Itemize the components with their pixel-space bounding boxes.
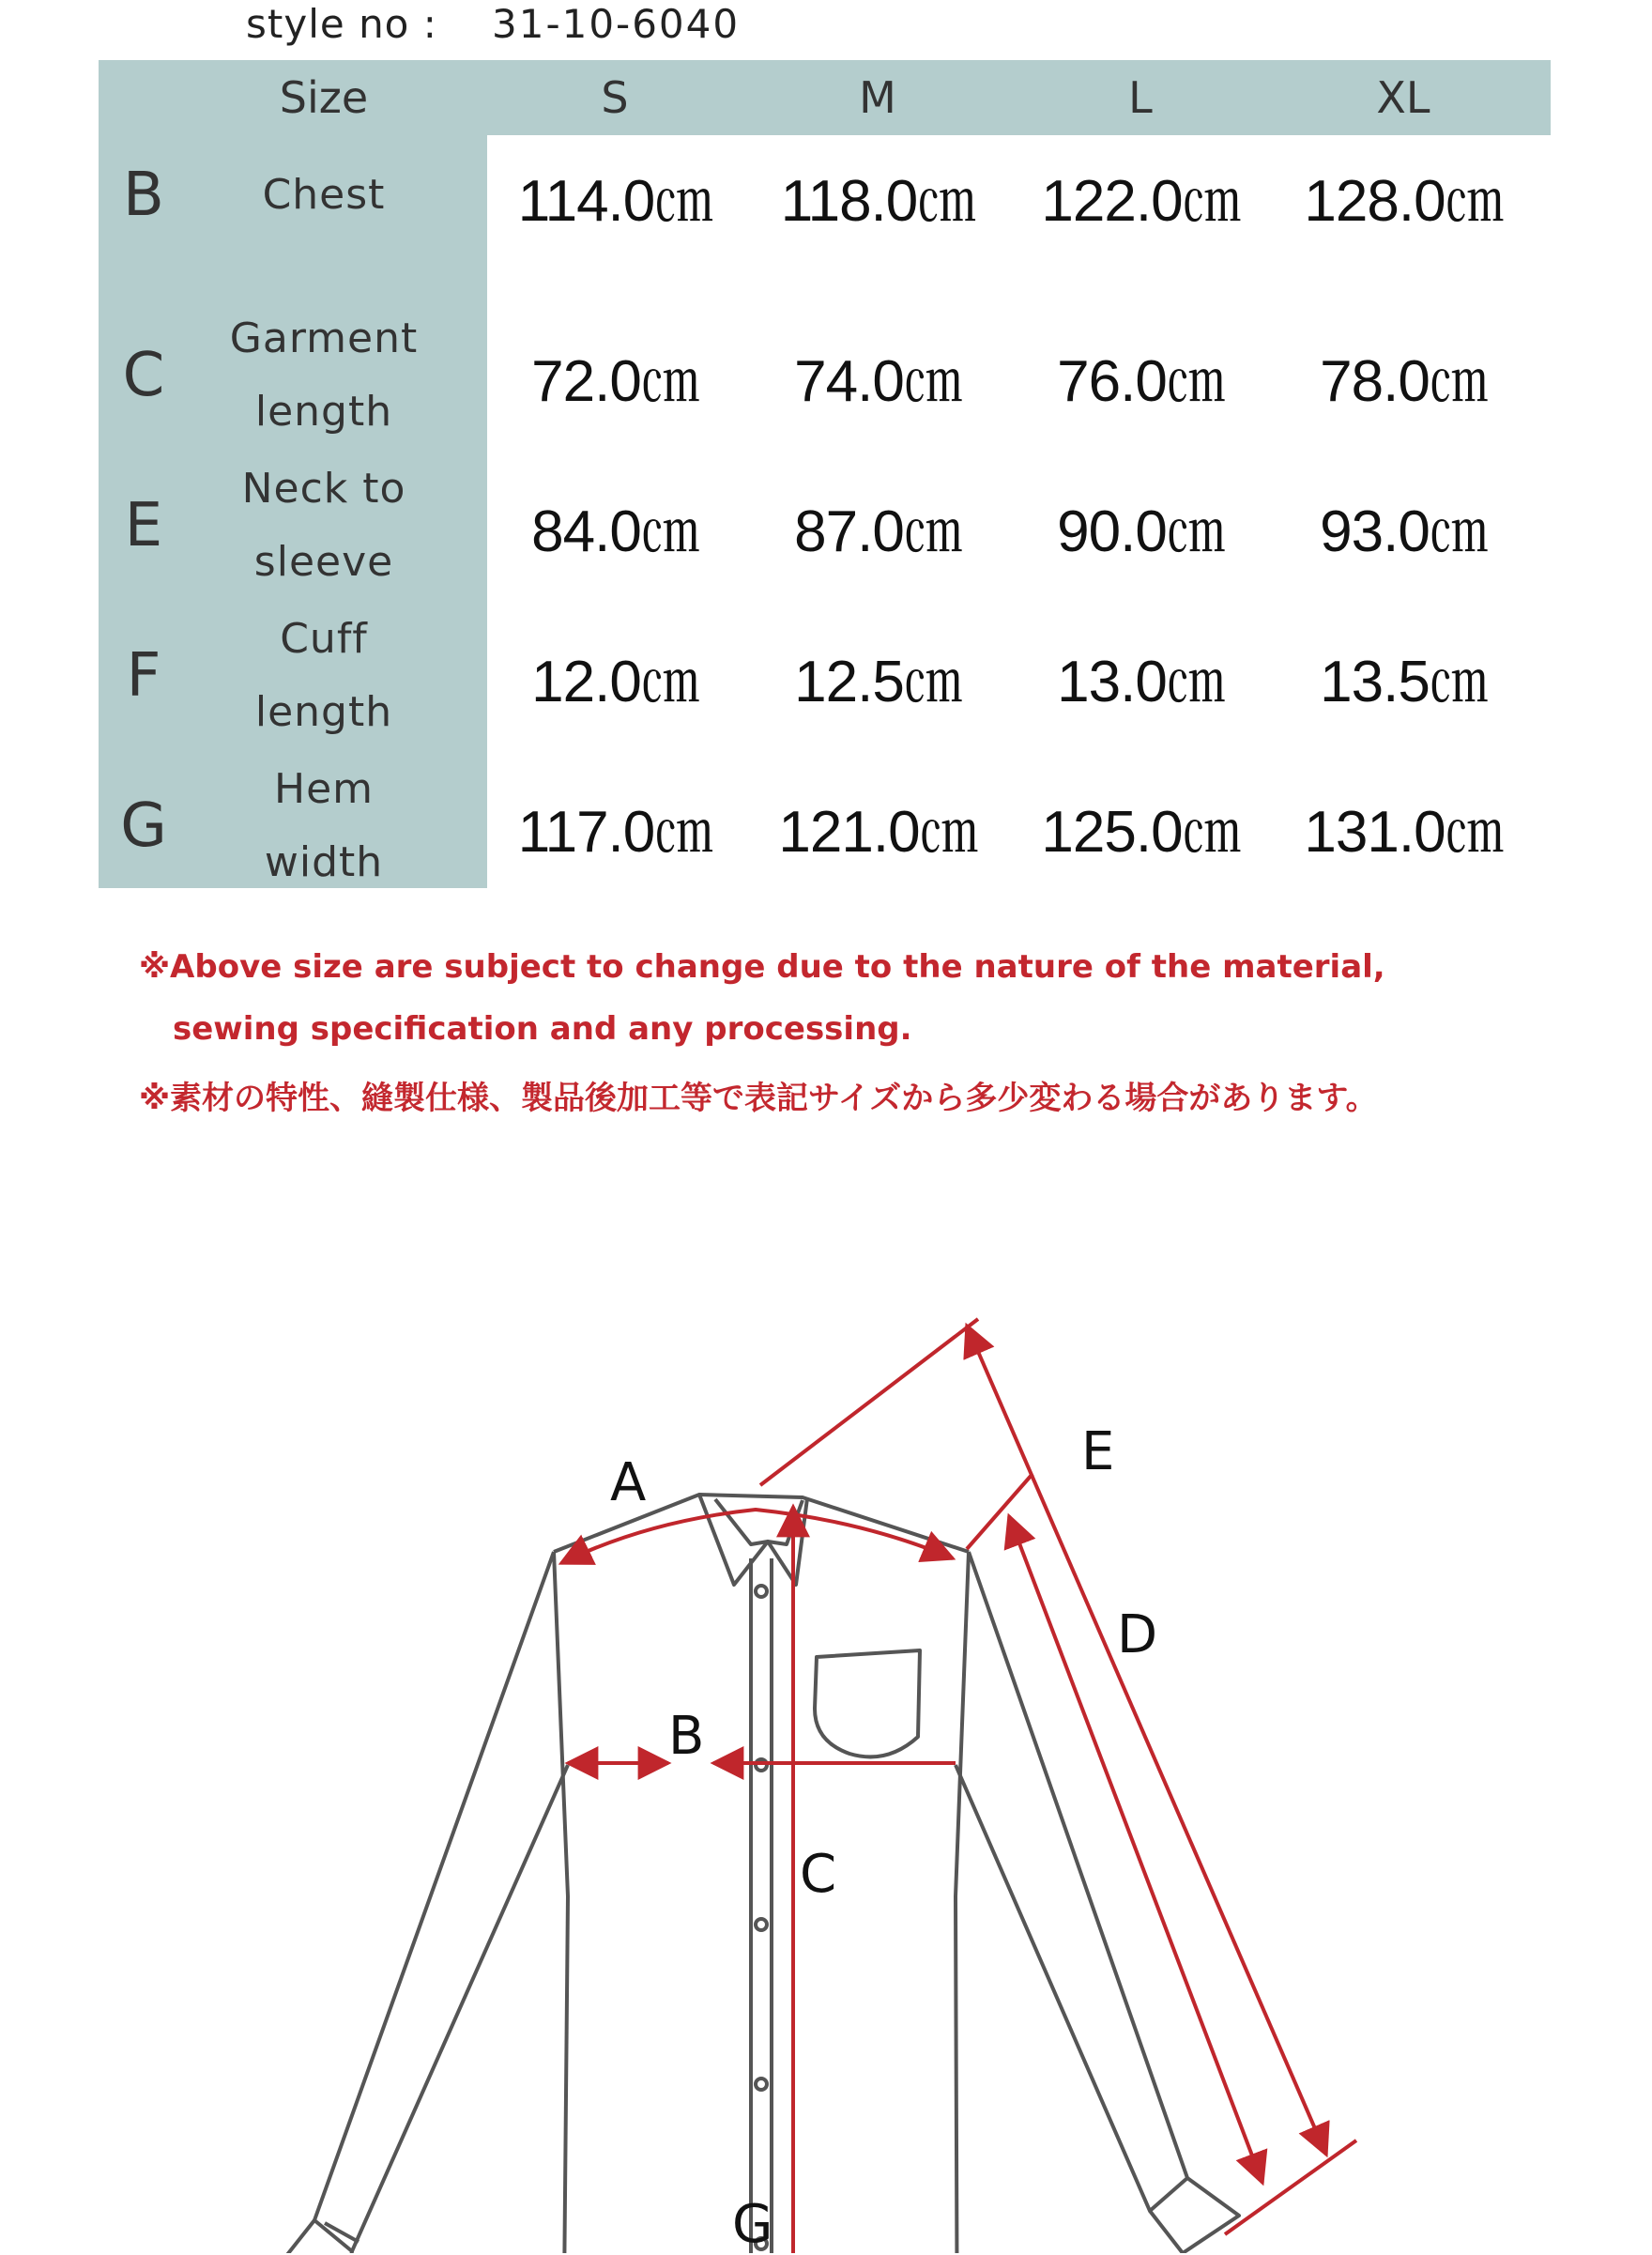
row-letter: B: [123, 161, 164, 230]
left-cuff: [265, 2220, 352, 2253]
shirt-placket: [751, 1558, 772, 2253]
cell-value: 121.0㎝: [778, 799, 977, 865]
measure-e-line: [967, 1326, 1326, 2155]
shirt-pocket: [815, 1650, 920, 1756]
cell-value: 84.0㎝: [531, 499, 698, 564]
cell-value: 12.0㎝: [531, 649, 698, 714]
size-table: [99, 60, 1551, 888]
row-name: Cuff length: [254, 615, 393, 736]
note-line-1: ※Above size are subject to change due to the nature of the material,: [139, 948, 1385, 986]
right-cuff: [1150, 2178, 1239, 2253]
size-col-xl: XL: [1376, 72, 1430, 123]
note-line-3: ※素材の特性、縫製仕様、製品後加工等で表記サイズから多少変わる場合があります。: [139, 1080, 1378, 1117]
shirt-body: [554, 1552, 969, 2253]
shirt-measurement-diagram: [0, 1239, 1652, 2253]
cell-value: 128.0㎝: [1304, 168, 1503, 234]
table-row: [99, 150, 1551, 300]
cell-value: 118.0㎝: [780, 168, 975, 234]
label-d: D: [1117, 1604, 1158, 1665]
style-number-label: style no :: [246, 0, 437, 47]
row-name: Chest: [262, 171, 386, 219]
size-header-row: [99, 60, 1551, 135]
table-row: [99, 451, 1551, 601]
cell-value: 87.0㎝: [794, 499, 961, 564]
label-b: B: [668, 1706, 705, 1767]
cell-value: 93.0㎝: [1320, 499, 1487, 564]
measure-e-tick-bottom: [1225, 2140, 1356, 2234]
left-sleeve: [314, 1552, 568, 2251]
size-col-s: S: [601, 72, 629, 123]
row-letter: C: [122, 341, 165, 410]
shirt-outline: [265, 1495, 1239, 2253]
style-number: [246, 0, 740, 47]
cell-value: 72.0㎝: [531, 348, 698, 414]
label-a: A: [610, 1452, 647, 1513]
shirt-buttons: [756, 1586, 767, 2253]
cell-value: 13.0㎝: [1057, 649, 1224, 714]
table-row: [99, 751, 1551, 901]
note-line-2: sewing specification and any processing.: [173, 1010, 912, 1048]
measure-d-tick: [967, 1474, 1032, 1549]
cell-value: 117.0㎝: [517, 799, 712, 865]
label-e: E: [1081, 1421, 1115, 1482]
cell-value: 125.0㎝: [1041, 799, 1240, 865]
cell-value: 131.0㎝: [1304, 799, 1503, 865]
table-row: [99, 300, 1551, 451]
label-c: C: [800, 1844, 837, 1905]
row-letter: F: [126, 641, 161, 711]
cell-value: 90.0㎝: [1057, 499, 1224, 564]
cell-value: 74.0㎝: [794, 348, 961, 414]
measurement-lines: [272, 1319, 1356, 2253]
size-header-label: Size: [279, 72, 369, 123]
cell-value: 122.0㎝: [1041, 168, 1240, 234]
measure-e-tick: [760, 1319, 978, 1485]
cell-value: 76.0㎝: [1057, 348, 1224, 414]
size-col-m: M: [859, 72, 896, 123]
cell-value: 78.0㎝: [1320, 348, 1487, 414]
table-row: [99, 601, 1551, 751]
row-letter: G: [120, 791, 167, 861]
row-name: Hem width: [264, 765, 384, 886]
shirt-collar-inner: [715, 1499, 803, 1544]
row-name: Neck to sleeve: [241, 465, 406, 586]
label-g-text: G: [732, 2194, 773, 2255]
size-col-l: L: [1128, 72, 1153, 123]
row-name: Garment length: [229, 314, 419, 436]
cell-value: 12.5㎝: [794, 649, 961, 714]
style-number-value: 31-10-6040: [492, 0, 741, 47]
cell-value: 114.0㎝: [517, 168, 712, 234]
cell-value: 13.5㎝: [1320, 649, 1487, 714]
row-letter: E: [124, 491, 163, 560]
